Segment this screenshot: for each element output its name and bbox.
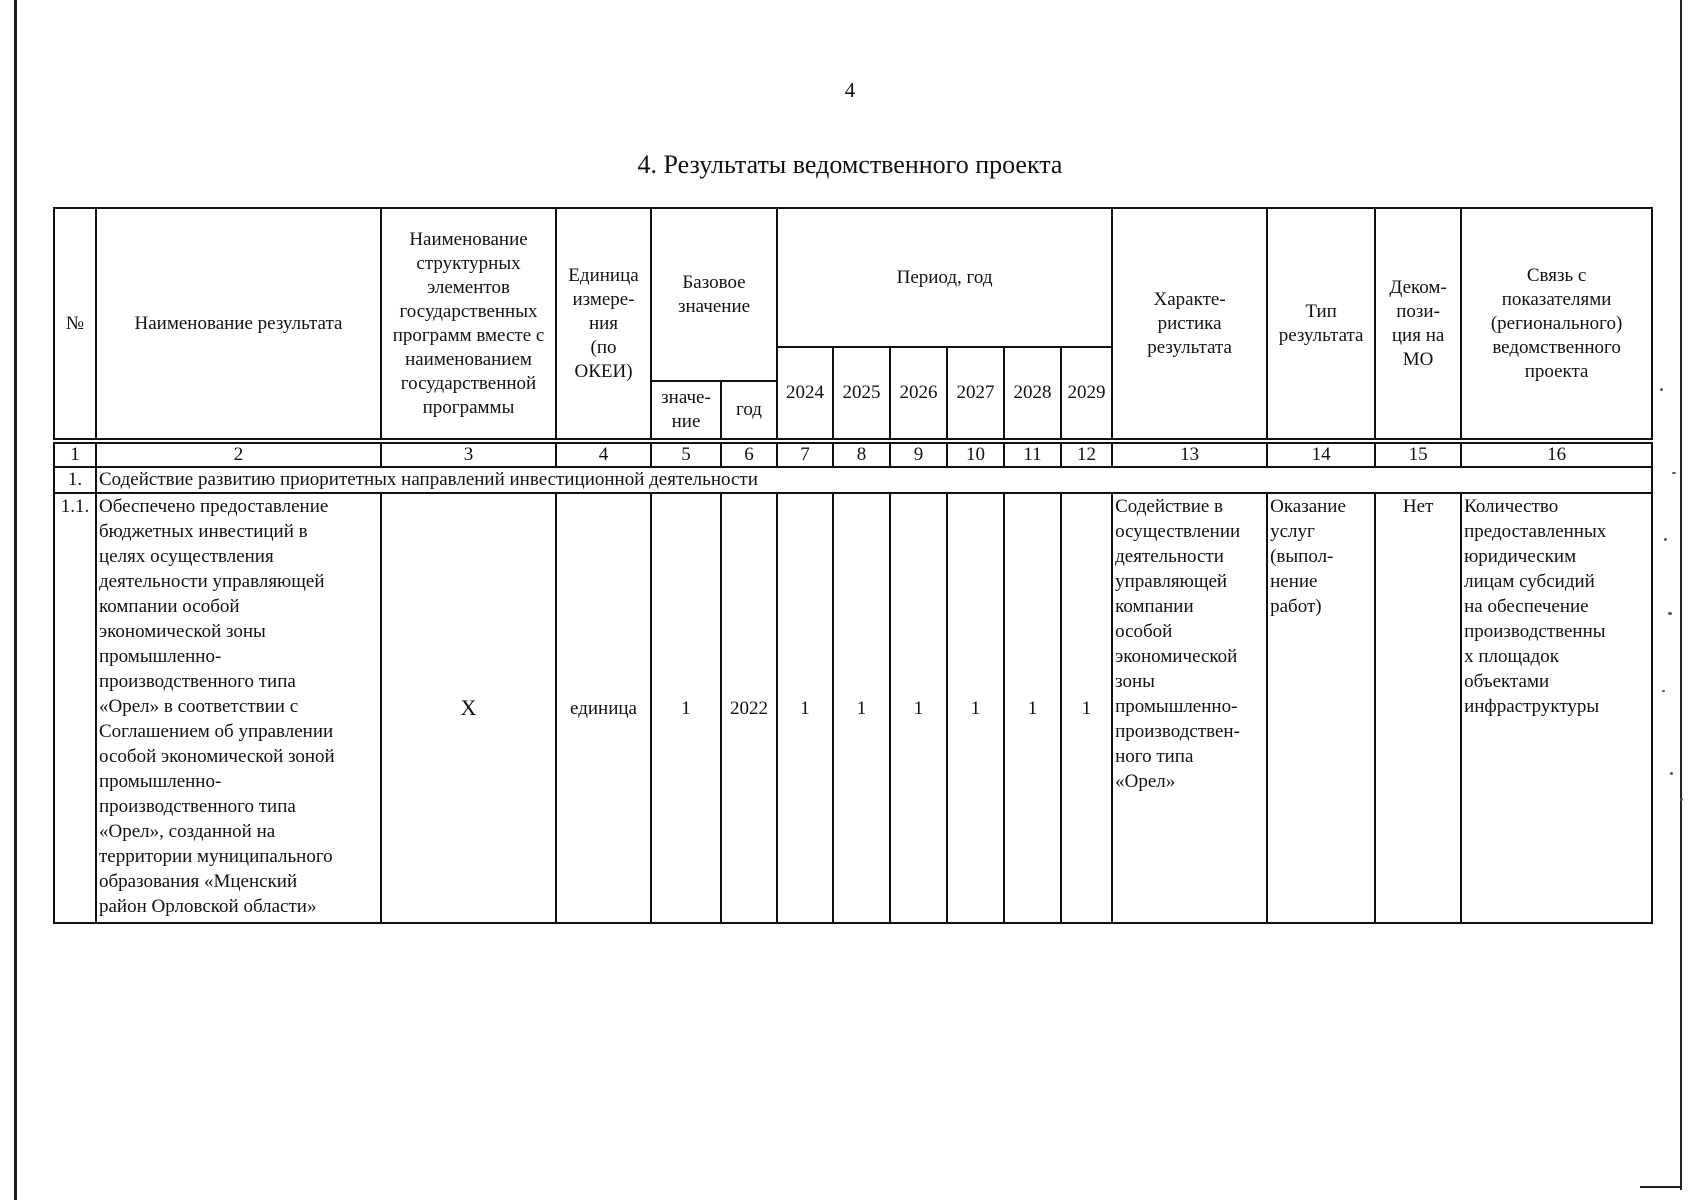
header-year-2024: 2024 — [777, 347, 833, 439]
section-row — [54, 467, 1652, 493]
scan-speck — [1668, 612, 1672, 615]
section-title: 4. Результаты ведомственного проекта — [637, 150, 1063, 179]
column-number-11: 11 — [1004, 443, 1061, 467]
header-base-value-year: год — [721, 381, 777, 439]
column-number-7: 7 — [777, 443, 833, 467]
table-row — [54, 493, 1652, 923]
row-number: 1.1. — [54, 493, 96, 923]
column-number-8: 8 — [833, 443, 890, 467]
column-number-14: 14 — [1267, 443, 1375, 467]
header-period: Период, год — [777, 208, 1112, 347]
scan-speck — [1672, 472, 1676, 474]
header-characteristic: Характе- ристика результата — [1112, 208, 1267, 439]
column-number-2: 2 — [96, 443, 381, 467]
year-value-2026: 1 — [890, 493, 947, 923]
column-number-10: 10 — [947, 443, 1004, 467]
header-year-2029: 2029 — [1061, 347, 1112, 439]
struct-elements-value: X — [460, 694, 477, 720]
unit-cell: единица — [556, 493, 651, 923]
scan-speck — [1680, 798, 1683, 801]
column-number-6: 6 — [721, 443, 777, 467]
year-value-2028: 1 — [1004, 493, 1061, 923]
header-year-2026: 2026 — [890, 347, 947, 439]
header-result-name: Наименование результата — [96, 208, 381, 439]
column-number-13: 13 — [1112, 443, 1267, 467]
result-type-cell: Оказание услуг (выпол- нение работ) — [1267, 493, 1375, 923]
header-link: Связь с показателями (регионального) ведомственного проекта — [1461, 208, 1652, 439]
header-result-type: Тип результата — [1267, 208, 1375, 439]
column-number-3: 3 — [381, 443, 556, 467]
scan-speck — [1670, 772, 1673, 775]
header-year-2025: 2025 — [833, 347, 890, 439]
header-unit: Единица измере- ния (по ОКЕИ) — [556, 208, 651, 439]
header-struct-elements: Наименование структурных элементов государственных программ вместе с наименованием государственной программы — [381, 208, 556, 439]
scan-speck — [1664, 538, 1667, 541]
scan-edge-left — [14, 0, 17, 1200]
results-table — [53, 207, 1653, 924]
header-base-value-value: значе- ние — [651, 381, 721, 439]
base-value-cell: 1 — [651, 493, 721, 923]
scan-speck — [1662, 690, 1665, 692]
page-number: 4 — [844, 78, 856, 102]
column-number-12: 12 — [1061, 443, 1112, 467]
header-year-2027: 2027 — [947, 347, 1004, 439]
section-number: 1. — [54, 467, 96, 493]
header-year-2028: 2028 — [1004, 347, 1061, 439]
header-base-value: Базовое значение — [651, 208, 777, 381]
column-numbers-row — [54, 443, 1652, 467]
scan-speck — [1660, 388, 1663, 391]
link-cell: Количество предоставленных юридическим лицам субсидий на обеспечение производственны х площадок объектами инфраструктуры — [1461, 493, 1652, 923]
column-number-4: 4 — [556, 443, 651, 467]
column-number-1: 1 — [54, 443, 96, 467]
column-number-16: 16 — [1461, 443, 1652, 467]
section-title-cell: Содействие развитию приоритетных направлений инвестиционной деятельности — [96, 467, 1652, 493]
header-decomposition: Деком- пози- ция на МО — [1375, 208, 1461, 439]
result-name-cell: Обеспечено предоставление бюджетных инвестиций в целях осуществления деятельности управляющей компании особой экономической зоны промышленно- производственного типа «Орел» в соответствии с Соглашением об управлении особой экономической зоной промышленно- производственного типа «Орел», созданной на территории муниципального образования «Мценский район Орловской области» — [96, 493, 381, 923]
decomposition-cell: Нет — [1375, 493, 1461, 923]
year-value-2025: 1 — [833, 493, 890, 923]
year-value-2029: 1 — [1061, 493, 1112, 923]
struct-elements-cell — [381, 493, 556, 923]
column-number-5: 5 — [651, 443, 721, 467]
year-value-2024: 1 — [777, 493, 833, 923]
year-value-2027: 1 — [947, 493, 1004, 923]
column-number-15: 15 — [1375, 443, 1461, 467]
column-number-9: 9 — [890, 443, 947, 467]
base-year-cell: 2022 — [721, 493, 777, 923]
scan-edge-bottom — [1640, 1186, 1682, 1188]
characteristic-cell: Содействие в осуществлении деятельности управляющей компании особой экономической зоны промышленно- производствен- ного типа «Орел» — [1112, 493, 1267, 923]
header-num: № — [54, 208, 96, 439]
